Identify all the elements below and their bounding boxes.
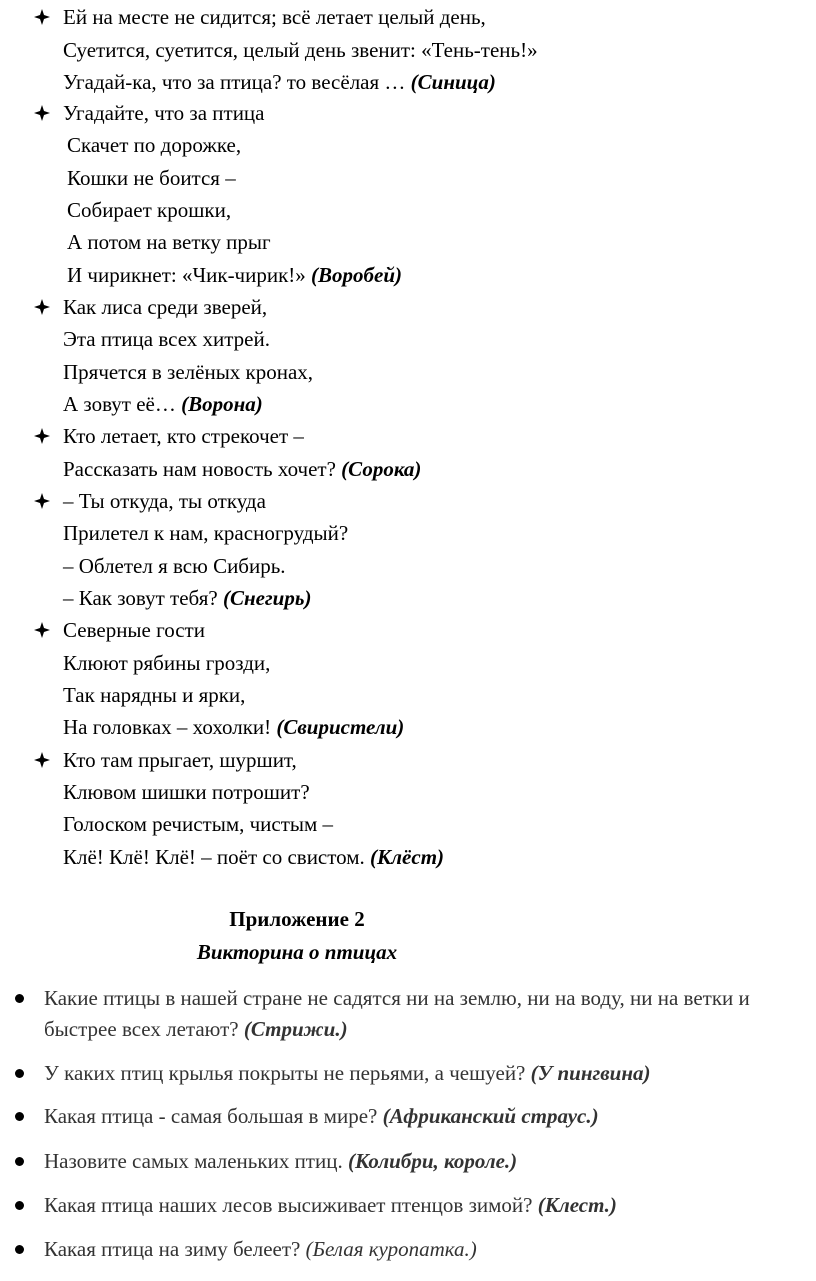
bullet-dot-icon: [15, 1157, 24, 1166]
riddle-4-line-1: Кто летает, кто стрекочет –: [63, 424, 304, 448]
diamond-bullet-icon: [33, 423, 53, 449]
riddle-1-line-2: Суетится, суетится, целый день звенит: «Тень-тень!»: [63, 38, 538, 62]
riddle-6-line-4: [63, 714, 404, 740]
riddle-4-answer: (Сорока): [341, 457, 422, 481]
riddle-2-answer: (Воробей): [311, 263, 403, 287]
bullet-dot-icon: [15, 1201, 24, 1210]
quiz-answer: (Африканский страус.): [382, 1104, 599, 1128]
riddle-2-line-6: [67, 262, 402, 288]
riddle-1-line-1: Ей на месте не сидится; всё летает целый день,: [63, 5, 486, 29]
riddle-6-line-3: Так нарядны и ярки,: [63, 683, 246, 707]
riddle-3-line-3: Прячется в зелёных кронах,: [63, 360, 314, 384]
riddle-2-line-5: А потом на ветку прыг: [67, 230, 271, 254]
bullet-dot-icon: [15, 1112, 24, 1121]
riddle-6-answer: (Свиристели): [276, 715, 405, 739]
riddle-2-line-4: Собирает крошки,: [67, 198, 232, 222]
riddle-5-answer: (Снегирь): [222, 586, 312, 610]
quiz-question-text: Назовите самых маленьких птиц.: [44, 1149, 348, 1173]
quiz-answer: (Клест.): [537, 1193, 617, 1217]
riddle-5-line-3: – Облетел я всю Сибирь.: [63, 554, 286, 578]
quiz-answer: (Белая куропатка.): [305, 1237, 477, 1261]
riddle-6-line-1: Северные гости: [63, 618, 205, 642]
quiz-question-text: У каких птиц крылья покрыты не перьями, а чешуей?: [44, 1061, 531, 1085]
diamond-bullet-icon: [33, 747, 53, 773]
diamond-bullet-icon: [33, 617, 53, 643]
riddle-7-line-3: Голоском речистым, чистым –: [63, 812, 334, 836]
quiz-question-4: [44, 1146, 804, 1177]
riddle-5-line-4: [63, 585, 311, 611]
quiz-title: Викторина о птицах: [196, 940, 398, 964]
quiz-question-text: Какая птица наших лесов высиживает птенцов зимой?: [44, 1193, 538, 1217]
diamond-bullet-icon: [33, 294, 53, 320]
riddle-7-line-4-text: Клё! Клё! Клё! – поёт со свистом.: [63, 845, 371, 869]
quiz-question-text: Какая птица на зиму белеет?: [44, 1237, 306, 1261]
riddle-2-line-1: Угадайте, что за птица: [63, 101, 265, 125]
riddle-1-line-3: [63, 69, 496, 95]
diamond-bullet-icon: [33, 4, 53, 30]
quiz-question-3: [44, 1101, 804, 1132]
quiz-question-6: [44, 1234, 804, 1265]
quiz-question-text: Какая птица - самая большая в мире?: [44, 1104, 383, 1128]
quiz-answer: (У пингвина): [530, 1061, 651, 1085]
quiz-answer: (Колибри, короле.): [347, 1149, 518, 1173]
quiz-answer: (Стрижи.): [243, 1017, 348, 1041]
riddle-4-line-2-text: Рассказать нам новость хочет?: [63, 457, 342, 481]
riddle-1-answer: (Синица): [410, 70, 496, 94]
quiz-question-text: Какие птицы в нашей стране не садятся ни на землю, ни на воду, ни на ветки и быстрее всех летают?: [44, 986, 750, 1041]
riddle-3-line-4: [63, 391, 263, 417]
riddle-6-line-2: Клюют рябины грозди,: [63, 651, 271, 675]
riddle-2-line-6-text: И чирикнет: «Чик-чирик!»: [67, 263, 312, 287]
riddle-5-line-4-text: – Как зовут тебя?: [63, 586, 223, 610]
riddle-2-line-2: Скачет по дорожке,: [67, 133, 242, 157]
riddle-4-line-2: [63, 456, 421, 482]
appendix-title: Приложение 2: [229, 907, 365, 931]
bullet-dot-icon: [15, 1245, 24, 1254]
riddle-7-line-1: Кто там прыгает, шуршит,: [63, 748, 297, 772]
riddle-3-line-1: Как лиса среди зверей,: [63, 295, 268, 319]
riddle-5-line-2: Прилетел к нам, красногрудый?: [63, 521, 349, 545]
quiz-question-2: [44, 1058, 804, 1089]
quiz-question-5: [44, 1190, 804, 1221]
bullet-dot-icon: [15, 1069, 24, 1078]
riddle-5-line-1: – Ты откуда, ты откуда: [63, 489, 266, 513]
quiz-question-1: [44, 983, 804, 1045]
riddle-3-line-2: Эта птица всех хитрей.: [63, 327, 270, 351]
riddle-3-answer: (Ворона): [181, 392, 263, 416]
riddle-7-answer: (Клёст): [370, 845, 445, 869]
riddle-7-line-2: Клювом шишки потрошит?: [63, 780, 310, 804]
diamond-bullet-icon: [33, 100, 53, 126]
riddle-2-line-3: Кошки не боится –: [67, 166, 236, 190]
diamond-bullet-icon: [33, 488, 53, 514]
riddle-6-line-4-text: На головках – хохолки!: [63, 715, 277, 739]
riddle-7-line-4: [63, 844, 444, 870]
riddle-3-line-4-text: А зовут её…: [63, 392, 182, 416]
riddle-1-line-3-text: Угадай-ка, что за птица? то весёлая …: [63, 70, 411, 94]
bullet-dot-icon: [15, 994, 24, 1003]
